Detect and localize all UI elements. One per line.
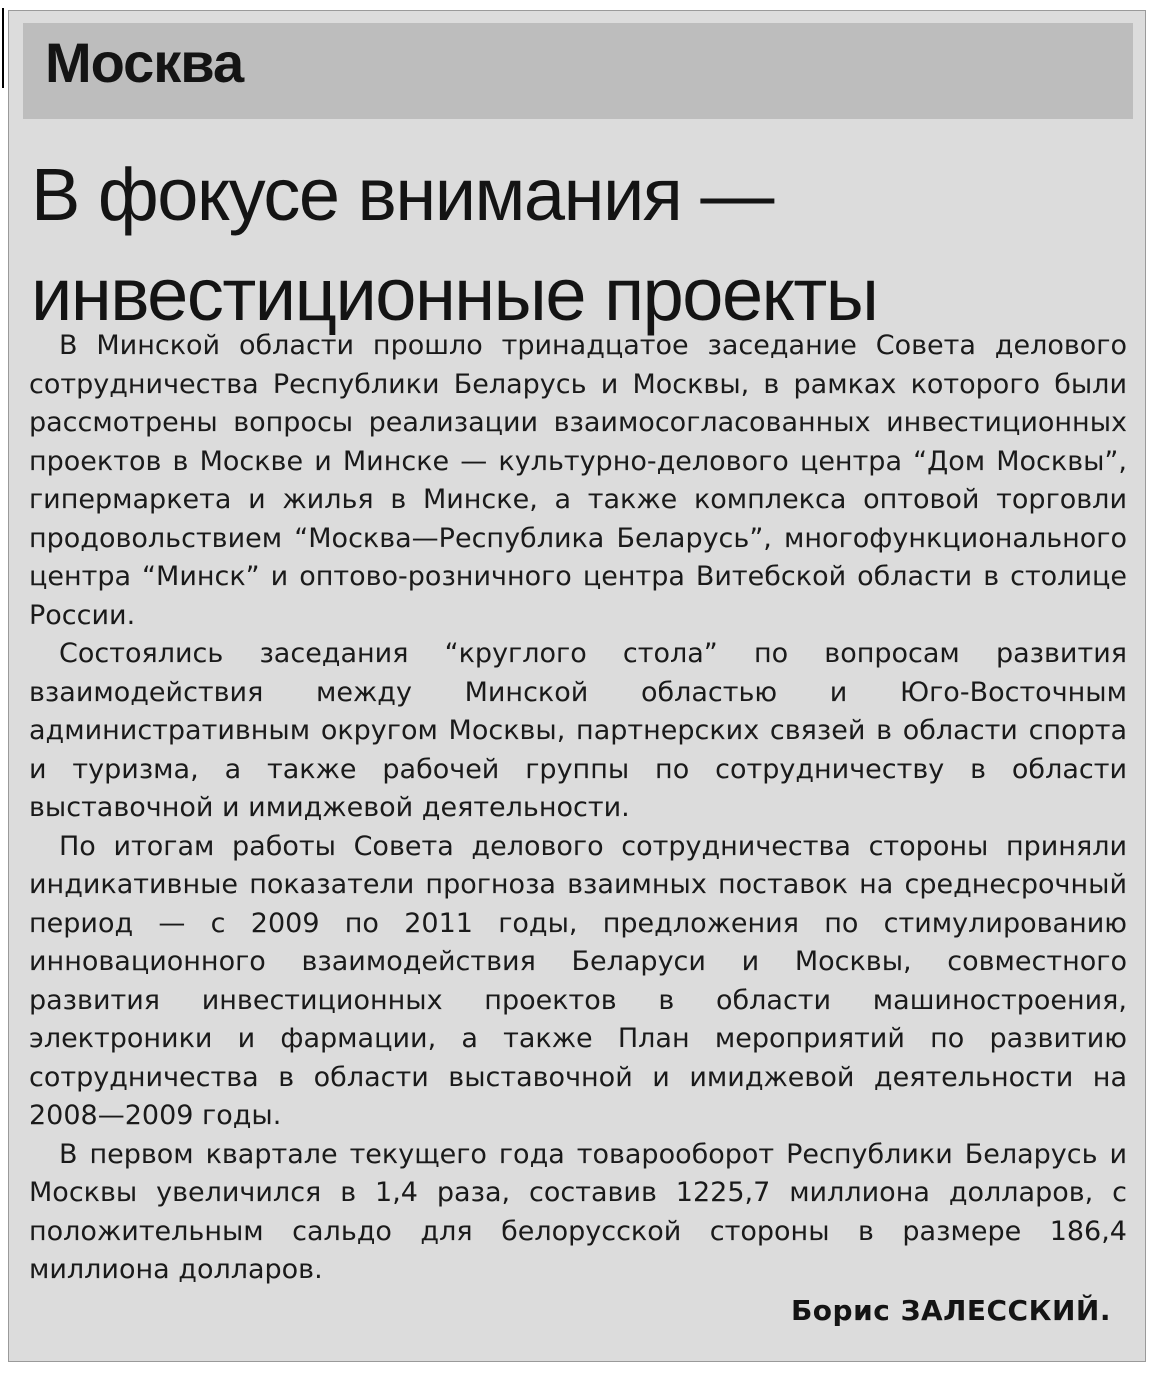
article-paragraph-1: В Минской области прошло тринадцатое заседание Совета делового сотрудничества Республики Беларусь и Москвы, в рамках которого были рассмотрены вопросы реализации взаимосогласованных инвестиционных проектов в Москве и Минске — культурно-делового центра “Дом Москвы”, гипермаркета и жилья в Минске, а также комплекса оптовой торговли продовольствием “Москва—Республика Беларусь”, многофункционального центра “Минск” и оптово-розничного центра Витебской области в столице России.: [29, 330, 1127, 631]
headline-line-2: инвестиционные проекты: [31, 253, 878, 336]
author-byline: [791, 1294, 1111, 1327]
newspaper-clipping: [8, 10, 1146, 1362]
article-paragraph-4: В первом квартале текущего года товарооборот Республики Беларусь и Москвы увеличился в 1,4 раза, составив 1225,7 миллиона долларов, с положительным сальдо для белорусской стороны в размере 186,4 миллиона долларов.: [29, 1138, 1127, 1285]
rubric-bar: [23, 23, 1133, 119]
author-surname: ЗАЛЕССКИЙ.: [900, 1294, 1111, 1327]
article-body: [29, 327, 1127, 1290]
author-first-name: Борис: [790, 1294, 891, 1327]
scan-edge-mark: [2, 8, 4, 88]
rubric-title: Москва: [45, 31, 244, 94]
article-paragraph-3: По итогам работы Совета делового сотрудничества стороны приняли индикативные показатели прогноза взаимных поставок на среднесрочный период — с 2009 по 2011 годы, предложения по стимулированию инновационного взаимодействия Беларуси и Москвы, совместного развития инвестиционных проектов в области машиностроения, электроники и фармации, а также План мероприятий по развитию сотрудничества в области выставочной и имиджевой деятельности на 2008—2009 годы.: [29, 830, 1127, 1131]
headline: [31, 145, 1131, 345]
headline-line-1: В фокусе внимания —: [31, 153, 773, 236]
article-paragraph-2: Состоялись заседания “круглого стола” по вопросам развития взаимодействия между Минской областью и Юго-Восточным административным округом Москвы, партнерских связей в области спорта и туризма, а также рабочей группы по сотрудничеству в области выставочной и имиджевой деятельности.: [29, 638, 1127, 823]
